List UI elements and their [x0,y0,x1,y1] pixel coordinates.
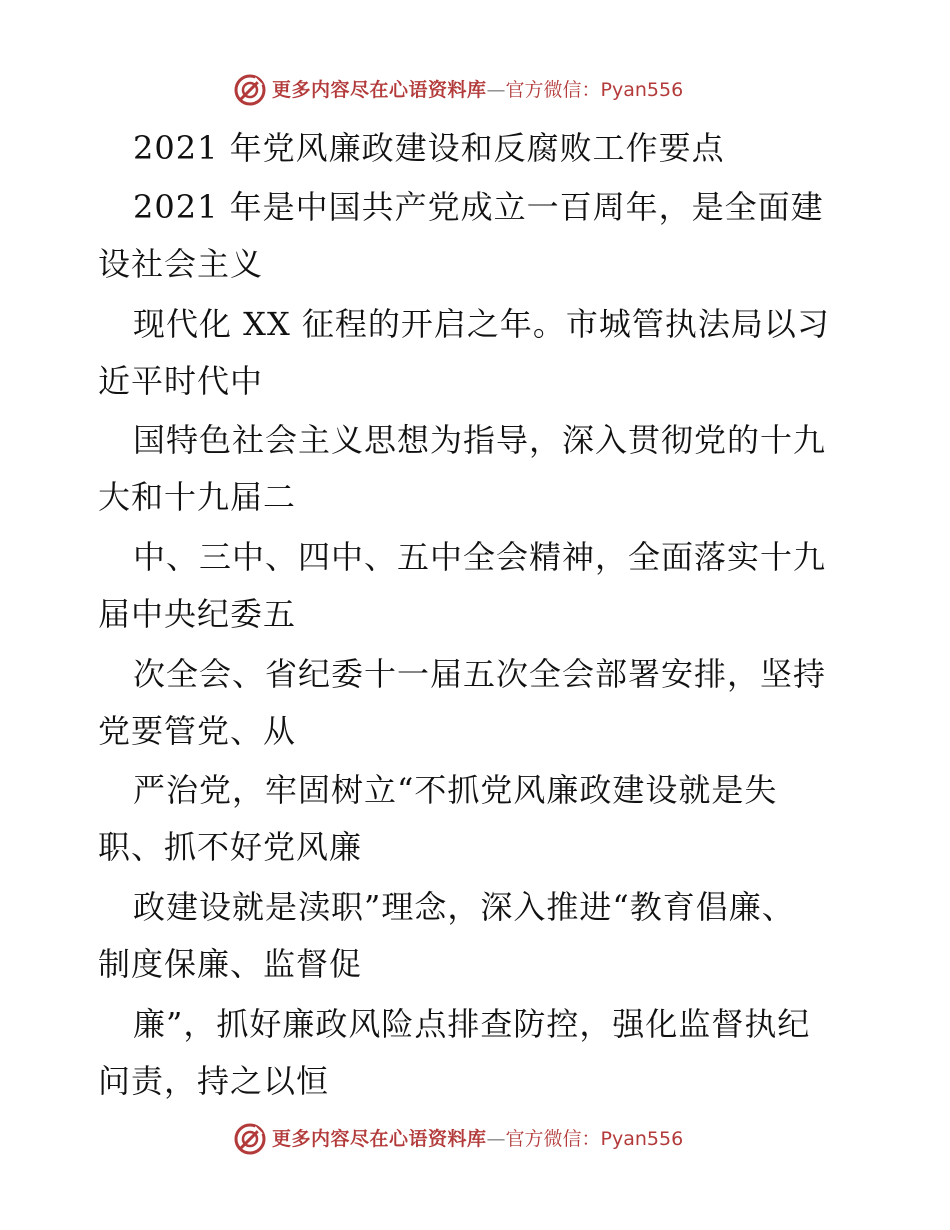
banner-account-text: 官方微信：Pyan556 [505,1128,684,1150]
footer-banner [0,1120,950,1160]
banner-main-text: 更多内容尽在心语资料库 [272,1128,487,1150]
logo-icon [233,73,267,107]
banner-dash: — [486,1128,506,1150]
paragraph-line: 次全会、省纪委十一届五次全会部署安排，坚持 [133,655,827,693]
paragraph-line: 届中央纪委五 [98,595,297,633]
paragraph-line: 现代化 XX 征程的开启之年。市城管执法局以习 [133,305,830,343]
paragraph-line: 国特色社会主义思想为指导，深入贯彻党的十九 [133,421,827,459]
paragraph-line: 近平时代中 [98,362,264,400]
paragraph-line: 中、三中、四中、五中全会精神，全面落实十九 [133,538,827,576]
banner-dash: — [486,79,506,101]
paragraph-line: 大和十九届二 [98,478,297,516]
document-title: 2021 年党风廉政建设和反腐败工作要点 [133,129,725,167]
paragraph-line: 设社会主义 [98,245,264,283]
paragraph-line: 制度保廉、监督促 [98,945,363,983]
banner-account-text: 官方微信：Pyan556 [505,79,684,101]
logo-icon [233,1122,267,1156]
paragraph-line: 职、抓不好党风廉 [98,828,363,866]
paragraph-line: 政建设就是渎职”理念，深入推进“教育倡廉、 [133,888,795,926]
paragraph-line: 严治党，牢固树立“不抓党风廉政建设就是失 [133,771,778,809]
paragraph-line: 问责，持之以恒 [98,1062,330,1100]
banner-main-text: 更多内容尽在心语资料库 [272,79,487,101]
paragraph-line: 廉”，抓好廉政风险点排查防控，强化监督执纪 [133,1005,811,1043]
paragraph-line: 党要管党、从 [98,712,297,750]
paragraph-line: 2021 年是中国共产党成立一百周年，是全面建 [133,188,824,226]
header-banner [0,71,950,111]
